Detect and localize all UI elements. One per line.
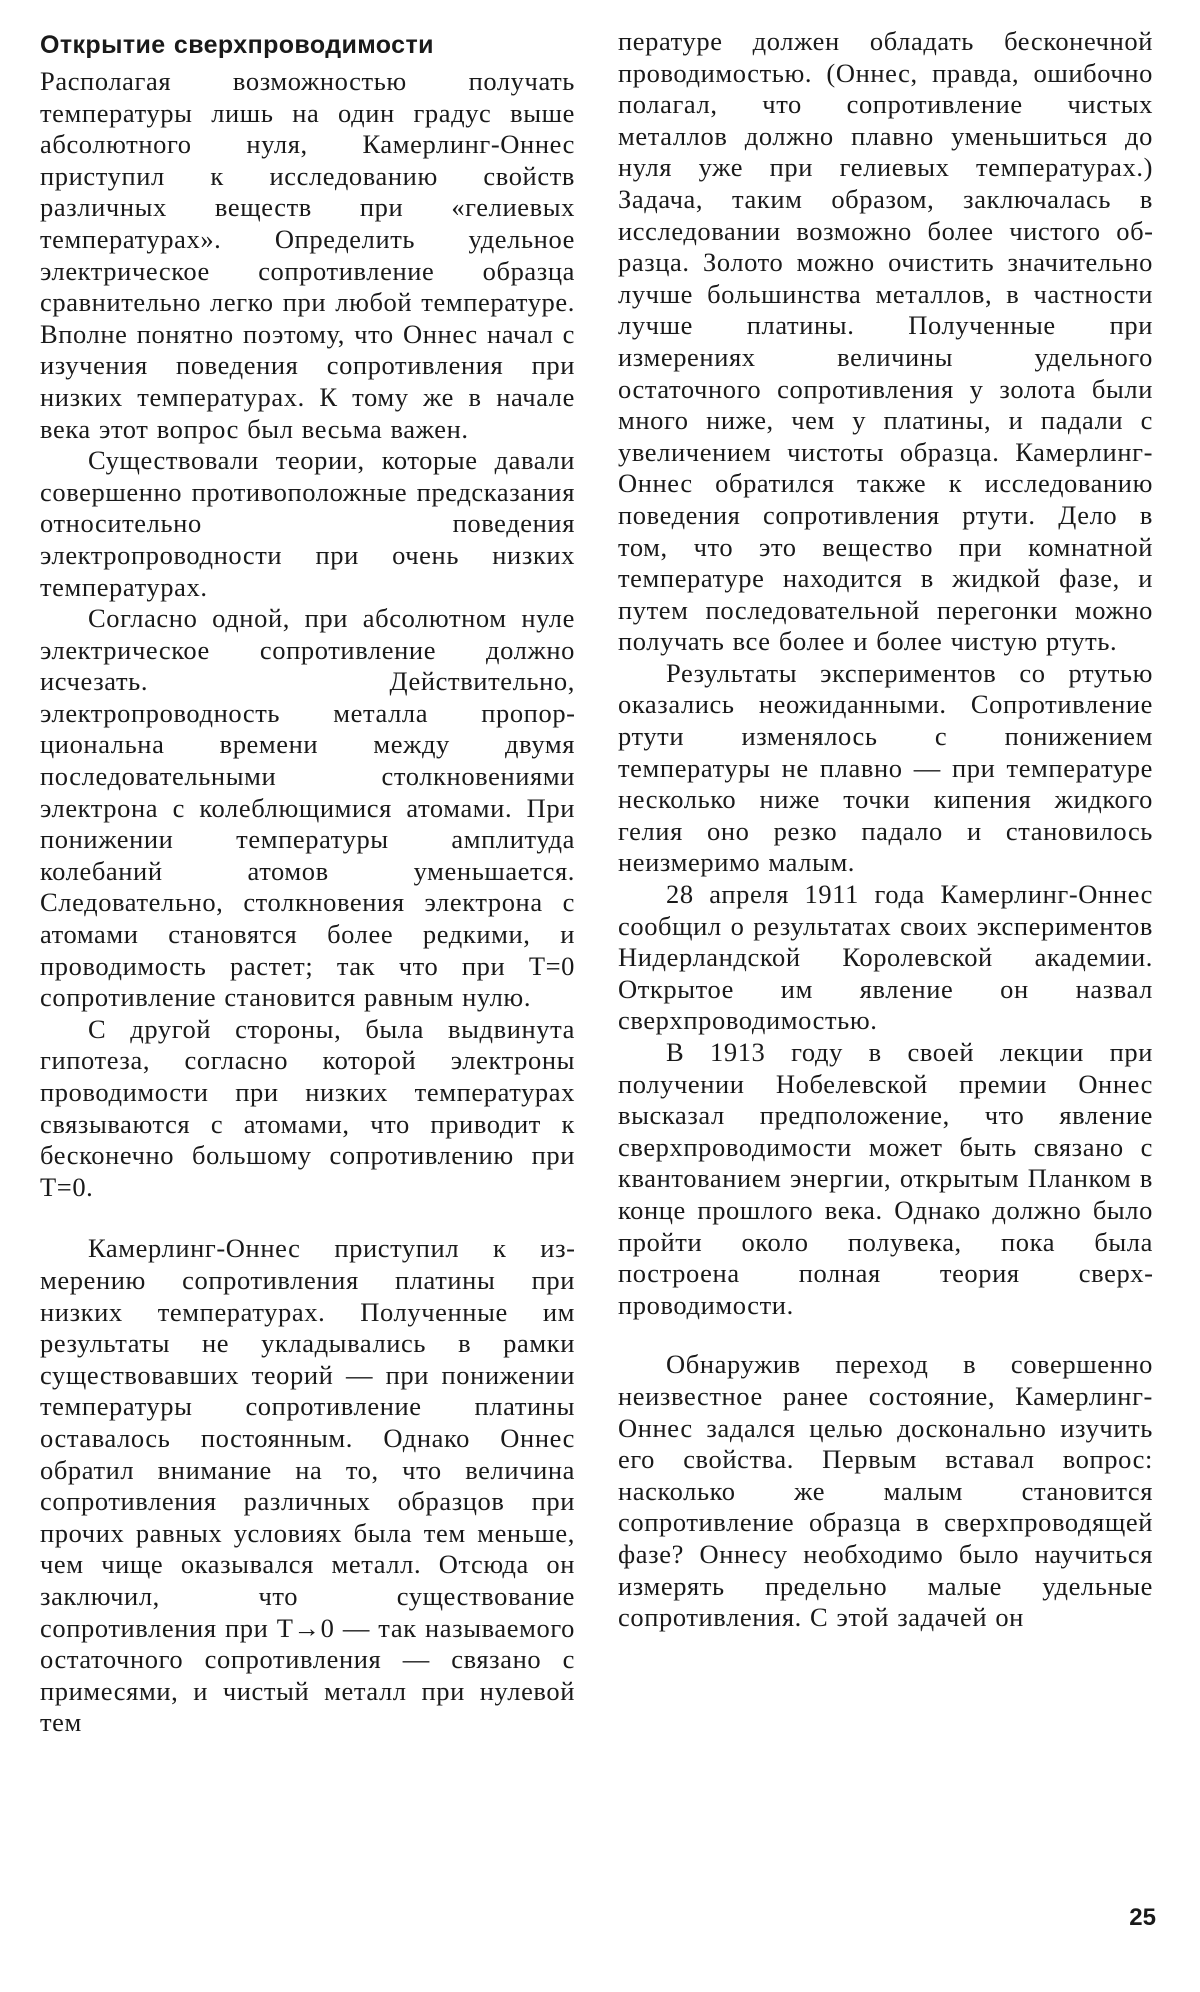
paragraph: Результаты экспериментов со ртутью оказались неожиданными. Сопротивление ртути изменялось с понижением температуры не плавно — при температуре несколько ниже точки кипения жидкого гелия оно резко падало и становилось неизмеримо малым.	[618, 657, 1153, 878]
paragraph: пературе должен обладать бесконечной проводимостью. (Оннес, правда, ошибочно полагал, что сопротивление чистых металлов должно плавно уменьшиться до нуля уже при гелиевых температурах.) Задача, таким образом, заключалась в исследовании возможно более чистого образца. Золото можно очистить значительно лучше большинства металлов, в частности лучше платины. Полученные при измерениях величины удельного остаточного сопротивления у золота были много ниже, чем у платины, и падали с увеличением чистоты образца. Камерлинг-Оннес обратился также к исследованию поведения сопротивления ртути. Дело в том, что это вещество при комнатной температуре находится в жидкой фазе, и путем последовательной перегонки можно получать все более и более чистую ртуть.	[618, 26, 1153, 657]
paragraph: Обнаружив переход в совершенно неизвестное ранее состояние, Камерлинг-Оннес задался целью досконально изучить его свойства. Первым вставал вопрос: насколько же малым становится сопротивление образца в сверхпроводящей фазе? Оннесу необходимо было научиться измерять предельно малые удельные сопротивления. С этой задачей он	[618, 1349, 1153, 1633]
paragraph: Располагая возможностью получать температуры лишь на один градус выше абсолютного нуля, Камерлинг-Оннес приступил к исследованию свойств различных веществ при «гелиевых температурах». Определить удельное электрическое сопротивление образца сравнительно легко при любой температуре. Вполне понятно поэтому, что Оннес начал с изучения поведения сопротивления при низких температурах. К тому же в начале века этот вопрос был весьма важен.	[40, 66, 575, 444]
paragraph: Камерлинг-Оннес приступил к измерению сопротивления платины при низких температурах. Полученные им результаты не укладывались в рамки существовавших теорий — при понижении температуры сопротивление платины оставалось постоянным. Однако Оннес обратил внимание на то, что величина сопротивления различных образцов при прочих равных условиях была тем меньше, чем чище оказывался металл. Отсюда он заключил, что существование сопротивления при T→0 — так называемого остаточного сопротивления — связано с примесями, и чистый металл при нулевой тем	[40, 1233, 575, 1738]
left-column	[40, 26, 575, 1739]
page-number: 25	[1129, 1904, 1156, 1931]
paragraph: Существовали теории, которые давали совершенно противоположные предсказания относительно поведения электропроводности при очень низких температурах.	[40, 445, 575, 602]
right-column	[618, 26, 1153, 1634]
section-heading: Открытие сверхпроводимости	[40, 31, 434, 59]
paragraph: С другой стороны, была выдвинута гипотеза, согласно которой электроны проводимости при низких температурах связываются с атомами, что приводит к бесконечно большому сопротивлению при T=0.	[40, 1013, 575, 1202]
paragraph: В 1913 году в своей лекции при получении Нобелевской премии Оннес высказал предположение, что явление сверхпроводимости может быть связано с квантованием энергии, открытым Планком в конце прошлого века. Однако должно было пройти около полувека, пока была построена полная теория сверхпроводимости.	[618, 1037, 1153, 1320]
paragraph: Согласно одной, при абсолютном нуле электрическое сопротивление должно исчезать. Действительно, электропроводность металла пропорциональна времени между двумя последовательными столкновениями электрона с колеблющимися атомами. При понижении температуры амплитуда колебаний атомов уменьшается. Следовательно, столкновения электрона с атомами становятся более редкими, и проводимость растет; так что при T=0 сопротивление становится равным нулю.	[40, 603, 575, 1013]
paragraph: 28 апреля 1911 года Камерлинг-Оннес сообщил о результатах своих экспериментов Нидерландской Королевской академии. Открытое им явление он назвал сверхпроводимостью.	[618, 879, 1153, 1036]
